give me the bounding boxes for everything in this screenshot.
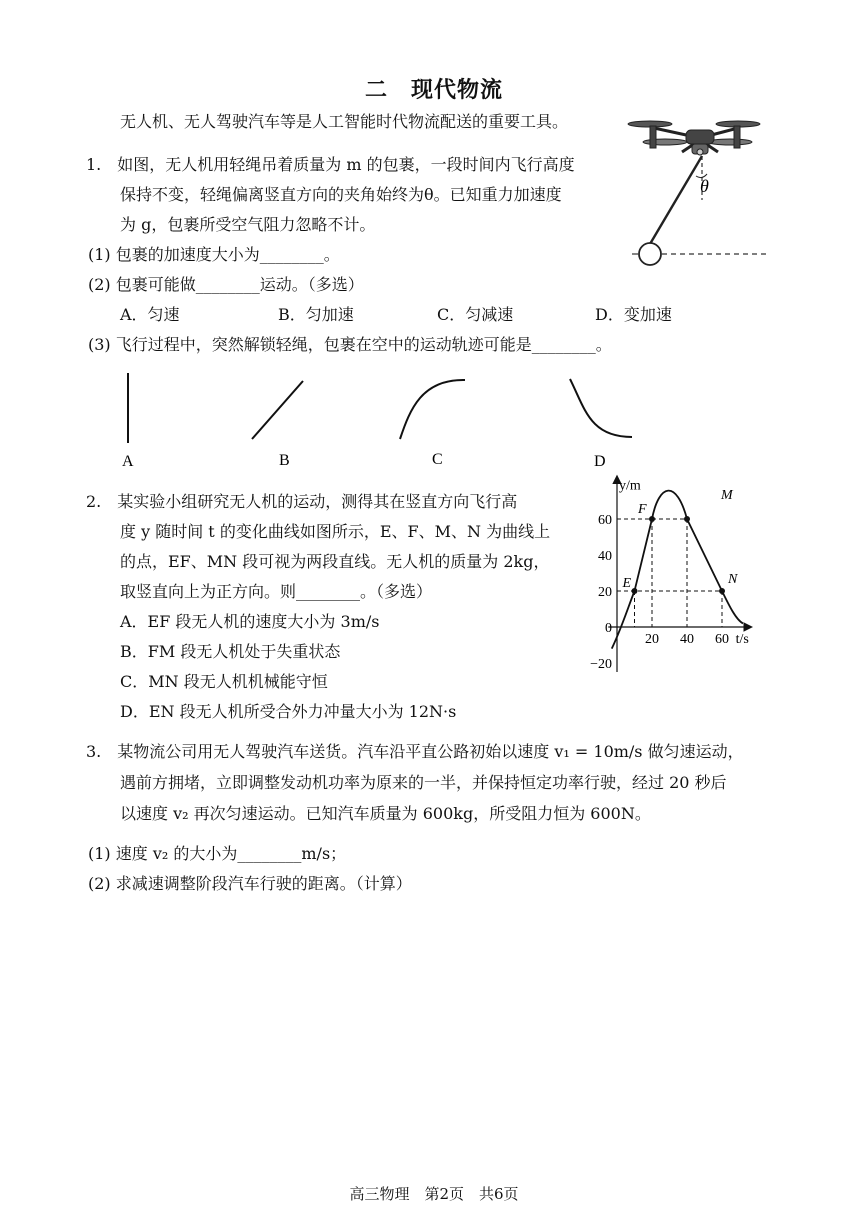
chart-y-tick: 60 bbox=[598, 513, 612, 528]
trajectory-d bbox=[570, 379, 632, 437]
chart-point-label-f: F bbox=[638, 502, 647, 517]
theta-label: θ bbox=[700, 176, 709, 196]
q2-line-2: 度 y 随时间 t 的变化曲线如图所示，E、F、M、N 为曲线上 bbox=[120, 522, 551, 541]
q3-line-3: 以速度 v₂ 再次匀速运动。已知汽车质量为 600kg，所受阻力恒为 600N。 bbox=[120, 804, 651, 823]
q1-option-c: C．匀减速 bbox=[437, 305, 514, 324]
trajectory-label-d: D bbox=[594, 453, 606, 470]
chart-y-tick: 20 bbox=[598, 585, 612, 600]
q1-option-d: D．变加速 bbox=[595, 305, 672, 324]
chart-series-line bbox=[612, 491, 743, 649]
q1-part-2: (2) 包裹可能做________运动。（多选） bbox=[88, 275, 364, 294]
trajectory-label-c: C bbox=[432, 451, 443, 468]
q1-part-3: (3) 飞行过程中，突然解锁轻绳，包裹在空中的运动轨迹可能是________。 bbox=[88, 335, 612, 354]
chart-y-tick: 0 bbox=[605, 621, 612, 636]
package-icon bbox=[639, 243, 661, 265]
q3-line-2: 遇前方拥堵，立即调整发动机功率为原来的一半，并保持恒定功率行驶，经过 20 秒后 bbox=[120, 773, 727, 792]
q1-line-1: 1. 如图，无人机用轻绳吊着质量为 m 的包裹，一段时间内飞行高度 bbox=[86, 155, 575, 174]
chart-point-label-n: N bbox=[728, 572, 738, 587]
chart-point-f bbox=[649, 516, 655, 522]
trajectory-b bbox=[252, 381, 303, 439]
q1-line-2: 保持不变，轻绳偏离竖直方向的夹角始终为θ。已知重力加速度 bbox=[120, 185, 562, 204]
chart-x-tick: 40 bbox=[680, 632, 694, 647]
q2-line-4: 取竖直向上为正方向。则________。（多选） bbox=[120, 582, 433, 601]
chart-x-label: t/s bbox=[735, 632, 749, 647]
q1-option-a: A．匀速 bbox=[120, 305, 180, 324]
chart-point-n bbox=[719, 588, 725, 594]
q1-line-3: 为 g，包裹所受空气阻力忽略不计。 bbox=[120, 215, 376, 234]
q1-part-1: (1) 包裹的加速度大小为________。 bbox=[88, 245, 340, 264]
height-time-chart bbox=[580, 478, 770, 675]
chart-x-tick: 60 bbox=[715, 632, 729, 647]
rope-line bbox=[650, 156, 702, 244]
chart-y-tick: 40 bbox=[598, 549, 612, 564]
q2-line-3: 的点，EF、MN 段可视为两段直线。无人机的质量为 2kg， bbox=[120, 552, 550, 571]
page-footer: 高三物理 第2页 共6页 bbox=[349, 1185, 519, 1203]
chart-point-label-m: M bbox=[721, 488, 733, 503]
chart-y-tick: −20 bbox=[590, 657, 612, 672]
q2-option-a: A．EF 段无人机的速度大小为 3m/s bbox=[120, 612, 380, 631]
drone-icon bbox=[628, 121, 760, 155]
q3-line-1: 3. 某物流公司用无人驾驶汽车送货。汽车沿平直公路初始以速度 v₁ = 10m/s 做匀速运动， bbox=[86, 742, 744, 761]
trajectory-figures bbox=[110, 365, 650, 475]
section-intro: 无人机、无人驾驶汽车等是人工智能时代物流配送的重要工具。 bbox=[120, 112, 569, 131]
q2-option-c: C．MN 段无人机机械能守恒 bbox=[120, 672, 328, 691]
chart-x-tick: 20 bbox=[645, 632, 659, 647]
drone-figure bbox=[620, 112, 770, 277]
chart-y-label: y/m bbox=[619, 478, 641, 494]
q3-part-1: (1) 速度 v₂ 的大小为________m/s； bbox=[88, 844, 347, 863]
q2-option-d: D．EN 段无人机所受合外力冲量大小为 12N·s bbox=[120, 702, 457, 721]
q2-line-1: 2. 某实验小组研究无人机的运动，测得其在竖直方向飞行高 bbox=[86, 492, 518, 511]
chart-point-label-e: E bbox=[622, 576, 632, 591]
q1-option-b: B．匀加速 bbox=[278, 305, 354, 324]
chart-point-m bbox=[684, 516, 690, 522]
section-title: 二 现代物流 bbox=[364, 77, 503, 103]
q2-option-b: B．FM 段无人机处于失重状态 bbox=[120, 642, 341, 661]
trajectory-label-a: A bbox=[122, 453, 134, 470]
trajectory-c bbox=[400, 380, 465, 439]
trajectory-label-b: B bbox=[279, 452, 290, 469]
q3-part-2: (2) 求减速调整阶段汽车行驶的距离。（计算） bbox=[88, 874, 412, 893]
chart-point-e bbox=[632, 588, 638, 594]
